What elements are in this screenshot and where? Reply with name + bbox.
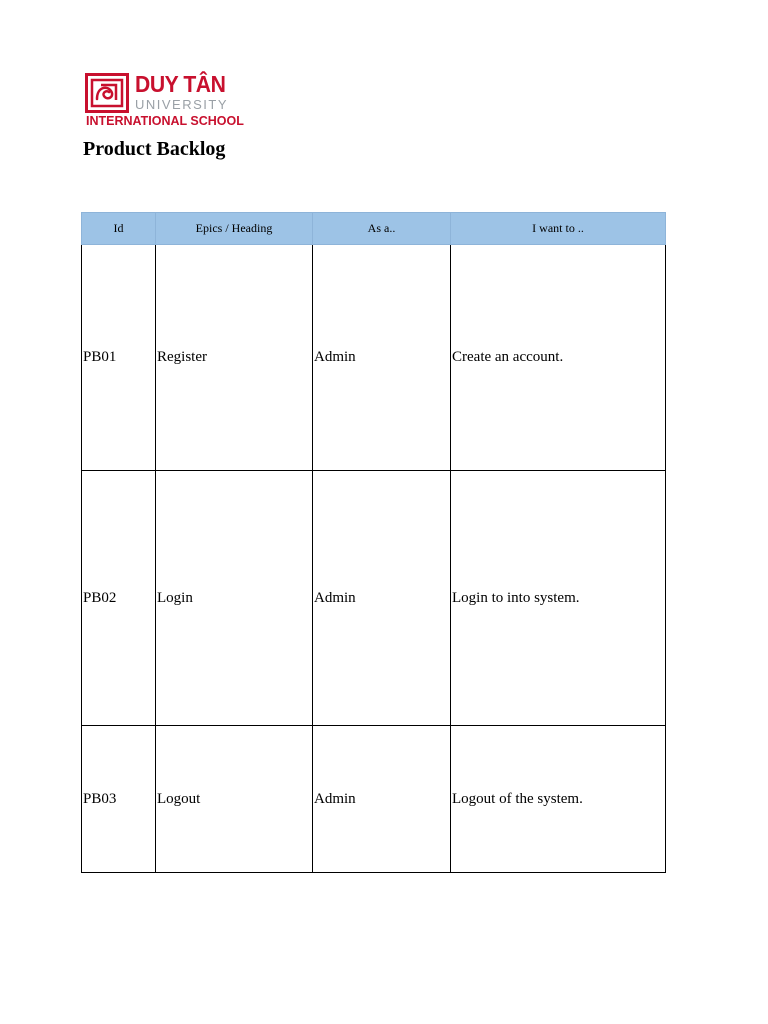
column-header-id: Id bbox=[82, 213, 156, 245]
cell-want: Login to into system. bbox=[451, 471, 666, 726]
column-header-epic: Epics / Heading bbox=[156, 213, 313, 245]
cell-as-a: Admin bbox=[313, 726, 451, 873]
table-header-row bbox=[82, 213, 666, 245]
university-emblem-icon bbox=[85, 73, 129, 113]
logo-subtitle: UNIVERSITY bbox=[135, 97, 229, 112]
table-row bbox=[82, 245, 666, 471]
table-row bbox=[82, 471, 666, 726]
cell-epic: Logout bbox=[156, 726, 313, 873]
cell-id: PB03 bbox=[82, 726, 156, 873]
cell-epic: Register bbox=[156, 245, 313, 471]
cell-want: Logout of the system. bbox=[451, 726, 666, 873]
table-row bbox=[82, 726, 666, 873]
cell-as-a: Admin bbox=[313, 471, 451, 726]
logo-school: INTERNATIONAL SCHOOL bbox=[86, 114, 244, 128]
cell-id: PB02 bbox=[82, 471, 156, 726]
cell-id: PB01 bbox=[82, 245, 156, 471]
cell-as-a: Admin bbox=[313, 245, 451, 471]
column-header-as-a: As a.. bbox=[313, 213, 451, 245]
cell-epic: Login bbox=[156, 471, 313, 726]
column-header-want: I want to .. bbox=[451, 213, 666, 245]
backlog-table bbox=[81, 212, 666, 873]
page-title: Product Backlog bbox=[83, 138, 226, 160]
university-logo bbox=[85, 71, 245, 129]
logo-name: DUY TÂN bbox=[135, 71, 226, 97]
cell-want: Create an account. bbox=[451, 245, 666, 471]
